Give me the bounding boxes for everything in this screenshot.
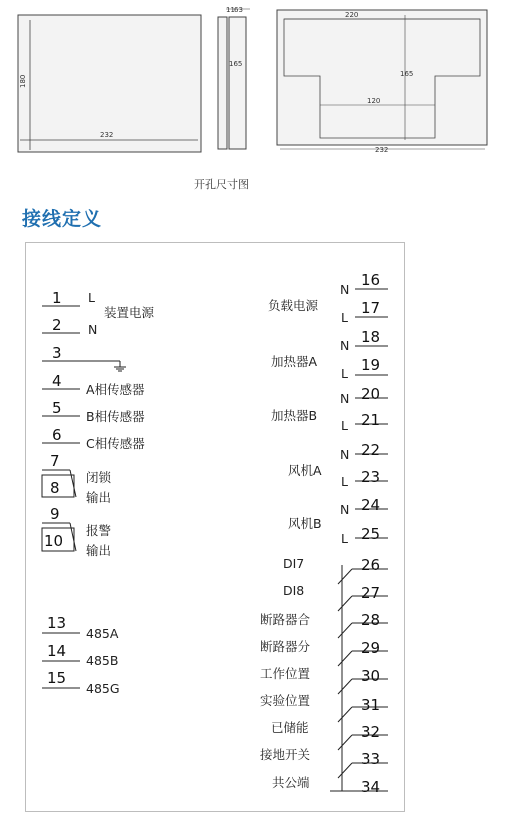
- di8-contact: [338, 596, 352, 611]
- lock-relay-contact: [70, 470, 76, 497]
- cutout-bottom-dim: 232: [375, 146, 389, 154]
- terminal-number: 2: [52, 316, 62, 334]
- terminal-number: 25: [361, 525, 381, 543]
- terminal-number: 32: [361, 723, 381, 741]
- n-marker: N: [340, 502, 350, 517]
- l-marker: L: [341, 474, 348, 489]
- n-marker: N: [340, 338, 350, 353]
- input-label: 断路器合: [260, 612, 311, 627]
- drawing-caption: 开孔尺寸图: [194, 178, 249, 191]
- terminal-number: 10: [44, 532, 64, 550]
- terminal-number: 27: [361, 584, 381, 602]
- pair-label: 加热器B: [271, 408, 318, 423]
- terminal-number: 15: [47, 669, 67, 687]
- terminal-label: 485B: [86, 653, 119, 668]
- terminal-number: 8: [50, 479, 60, 497]
- terminal-number: 1: [52, 289, 62, 307]
- terminal-label: 485A: [86, 626, 119, 641]
- terminal-number: 5: [52, 399, 62, 417]
- input-label: 实验位置: [260, 693, 311, 708]
- input-label: DI7: [283, 556, 305, 571]
- input-label: 断路器分: [260, 639, 311, 654]
- terminal-label: A相传感器: [86, 382, 145, 397]
- l-marker: L: [341, 310, 348, 325]
- cutout-inner-dim: 120: [367, 97, 381, 105]
- front-height-dim: 180: [19, 74, 27, 88]
- terminal-number: 31: [361, 696, 381, 714]
- terminal-number: 26: [361, 556, 381, 574]
- cutout-top-dim: 220: [345, 11, 359, 19]
- n-marker: N: [340, 447, 350, 462]
- terminal-label: L: [88, 290, 95, 305]
- terminal-number: 30: [361, 667, 381, 685]
- power-supply-label: 装置电源: [104, 305, 155, 320]
- side-depth-dim: 63: [234, 6, 243, 14]
- terminal-number: 21: [361, 411, 381, 429]
- terminal-number: 4: [52, 372, 62, 390]
- input-label: DI8: [283, 583, 305, 598]
- terminal-label: N: [88, 322, 98, 337]
- terminal-number: 29: [361, 639, 381, 657]
- terminal-number: 20: [361, 385, 381, 403]
- terminal-number: 14: [47, 642, 67, 660]
- input-label: 已储能: [271, 720, 309, 735]
- l-marker: L: [341, 366, 348, 381]
- terminal-number: 9: [50, 505, 60, 523]
- terminal-number: 22: [361, 441, 381, 459]
- test-position-contact: [338, 707, 352, 722]
- terminal-label: B相传感器: [86, 409, 145, 424]
- terminal-number: 23: [361, 468, 381, 486]
- di7-contact: [338, 569, 352, 584]
- side-height-dim: 165: [229, 60, 243, 68]
- terminal-number: 7: [50, 452, 60, 470]
- alarm-output-label-2: 输出: [86, 543, 112, 558]
- alarm-relay-contact: [70, 523, 76, 551]
- pair-label: 风机A: [288, 463, 322, 478]
- terminal-number: 17: [361, 299, 381, 317]
- pair-label: 风机B: [288, 516, 322, 531]
- terminal-number: 33: [361, 750, 381, 768]
- breaker-close-contact: [338, 623, 352, 638]
- pair-label: 负载电源: [268, 298, 319, 313]
- n-marker: N: [340, 282, 350, 297]
- cutout-height-dim: 165: [400, 70, 414, 78]
- section-title: 接线定义: [22, 208, 103, 230]
- terminal-number: 13: [47, 614, 67, 632]
- l-marker: L: [341, 531, 348, 546]
- terminal-number: 16: [361, 271, 381, 289]
- terminal-number: 24: [361, 496, 381, 514]
- breaker-open-contact: [338, 651, 352, 666]
- terminal-number: 19: [361, 356, 381, 374]
- work-position-contact: [338, 679, 352, 694]
- terminal-number: 3: [52, 344, 62, 362]
- terminal-number: 6: [52, 426, 62, 444]
- terminal-label: C相传感器: [86, 436, 145, 451]
- front-width-dim: 232: [100, 131, 114, 139]
- charged-contact: [338, 735, 352, 750]
- terminal-number: 28: [361, 611, 381, 629]
- input-label: 接地开关: [260, 747, 311, 762]
- alarm-output-label-1: 报警: [86, 523, 112, 538]
- input-label: 工作位置: [260, 666, 311, 681]
- side-top-dim: 11: [226, 6, 235, 14]
- terminal-number: 34: [361, 778, 381, 796]
- earth-switch-contact: [338, 763, 352, 778]
- l-marker: L: [341, 418, 348, 433]
- lock-output-label-2: 输出: [86, 490, 112, 505]
- pair-label: 加热器A: [271, 354, 318, 369]
- terminal-label: 485G: [86, 681, 120, 696]
- lock-output-label-1: 闭锁: [86, 470, 112, 485]
- input-label: 共公端: [272, 775, 310, 790]
- n-marker: N: [340, 391, 350, 406]
- terminal-number: 18: [361, 328, 381, 346]
